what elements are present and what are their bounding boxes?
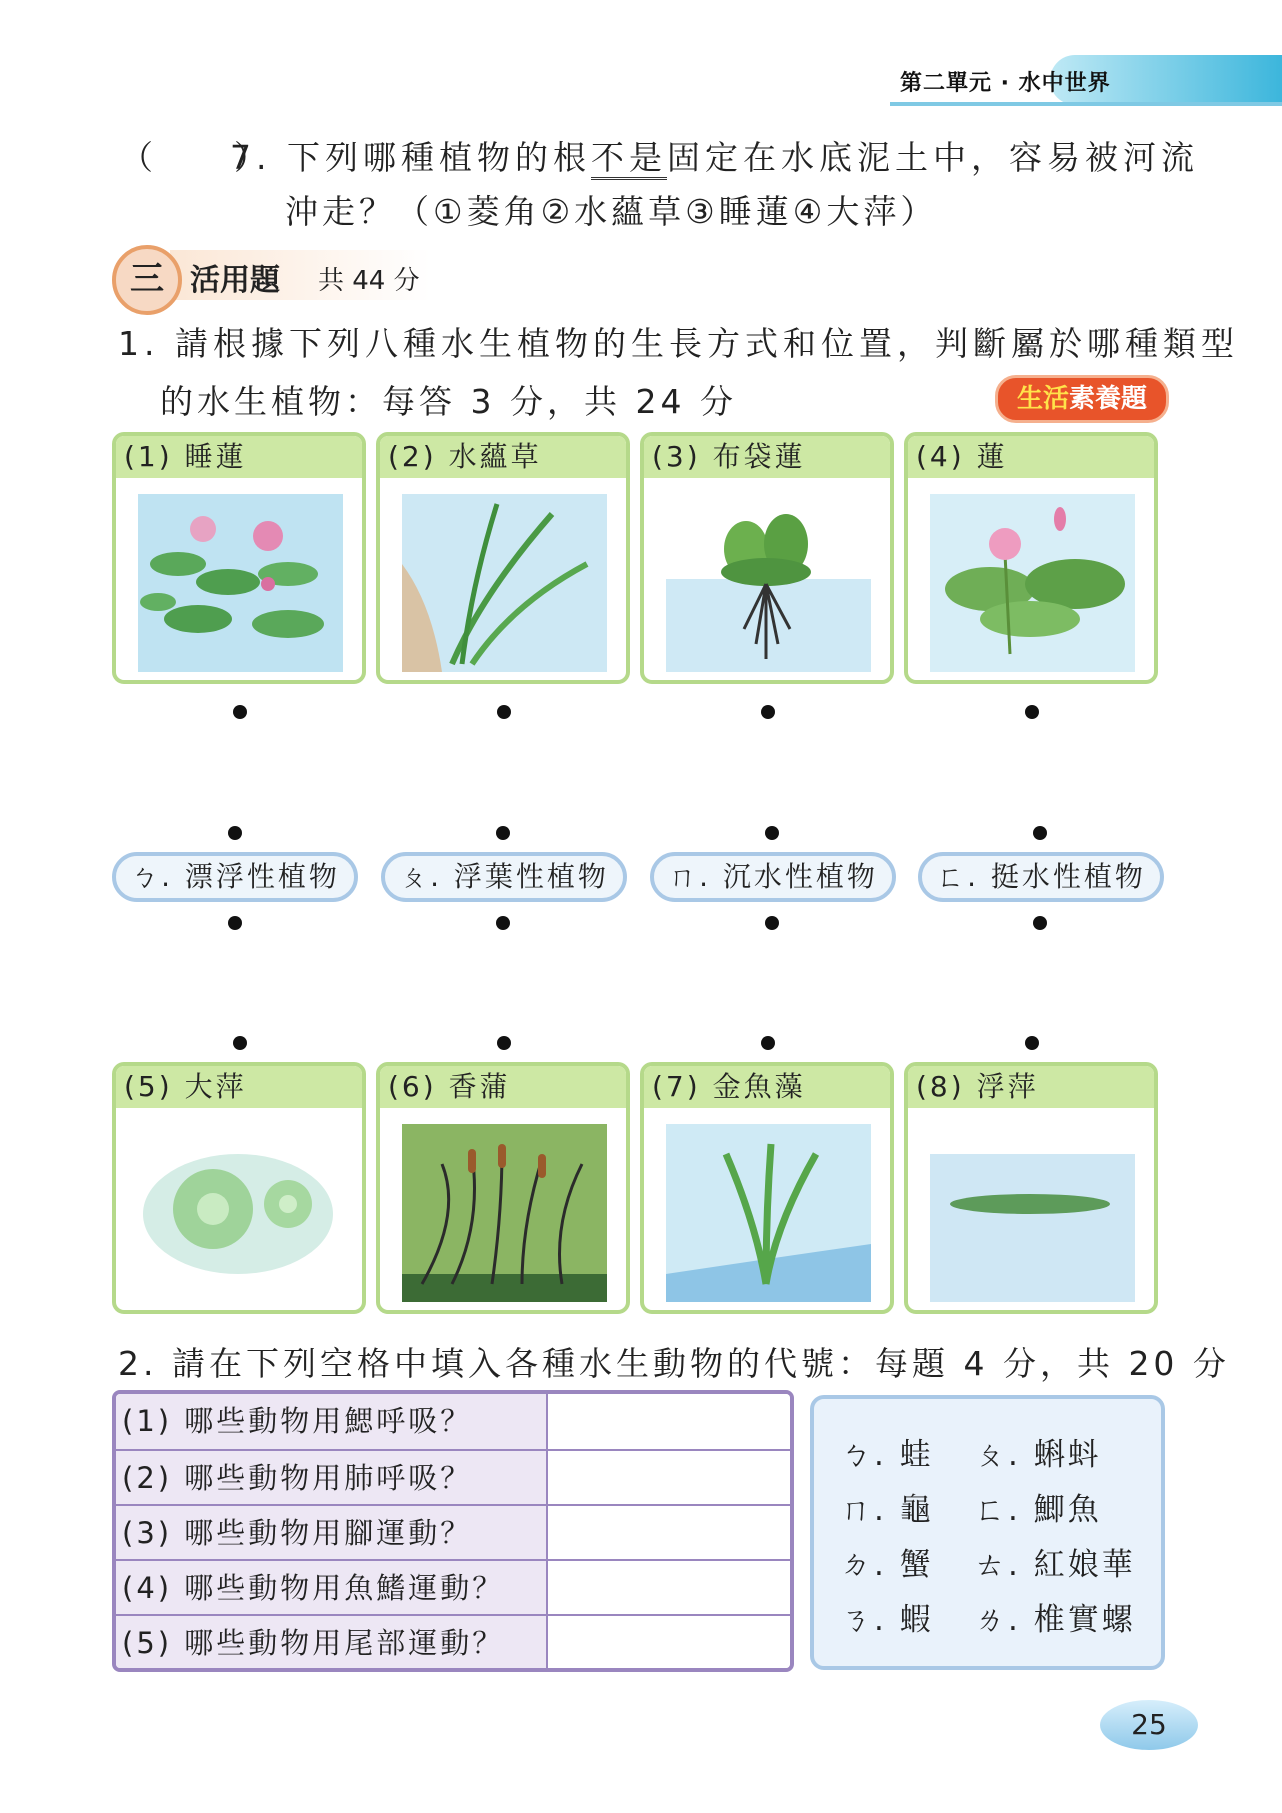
match-dot[interactable]: [497, 705, 511, 719]
water-lettuce-icon: [138, 1124, 343, 1302]
plant-card-4: [904, 432, 1158, 684]
answer-cell[interactable]: [546, 1506, 794, 1561]
question-2: 2. 請在下列空格中填入各種水生動物的代號：每題 4 分，共 20 分: [118, 1344, 1230, 1383]
plant-card-7: [640, 1062, 894, 1314]
match-dot[interactable]: [1033, 826, 1047, 840]
header-divider: [890, 102, 1282, 106]
q7-text-post: 固定在水底泥土中，容易被河流: [666, 138, 1199, 177]
water-lily-icon: [138, 494, 343, 672]
category-floating-leaf: ㄆ. 浮葉性植物: [381, 852, 627, 902]
match-dot[interactable]: [496, 916, 510, 930]
section-score: 共 44 分: [318, 266, 420, 296]
question-7-line2: 沖走？（①菱角②水蘊草③睡蓮④大萍）: [285, 192, 938, 231]
match-dot[interactable]: [765, 826, 779, 840]
animal-option: ㄇ. 龜: [840, 1492, 934, 1528]
category-floating: ㄅ. 漂浮性植物: [112, 852, 358, 902]
lotus-icon: [930, 494, 1135, 672]
plant-card-5: [112, 1062, 366, 1314]
plant-label: (4) 蓮: [908, 436, 1154, 478]
table-row: [116, 1559, 790, 1616]
match-dot[interactable]: [233, 1036, 247, 1050]
animal-option: ㄅ. 蛙: [840, 1437, 934, 1473]
category-submerged: ㄇ. 沉水性植物: [650, 852, 896, 902]
answer-cell[interactable]: [546, 1451, 794, 1506]
animal-option: ㄆ. 蝌蚪: [974, 1437, 1102, 1473]
table-row: [116, 1394, 790, 1449]
question-cell: (4) 哪些動物用魚鰭運動？: [116, 1561, 546, 1616]
question-cell: (2) 哪些動物用肺呼吸？: [116, 1451, 546, 1506]
question-cell: (3) 哪些動物用腳運動？: [116, 1506, 546, 1561]
category-emergent: ㄈ. 挺水性植物: [918, 852, 1164, 902]
match-dot[interactable]: [765, 916, 779, 930]
answer-cell[interactable]: [546, 1561, 794, 1616]
literacy-badge: [995, 375, 1169, 423]
section-title: 活用題: [190, 263, 280, 298]
match-dot[interactable]: [761, 705, 775, 719]
answer-cell[interactable]: [546, 1616, 794, 1671]
match-dot[interactable]: [233, 705, 247, 719]
badge-part-b: 素養題: [1069, 384, 1148, 414]
animal-option: ㄉ. 蟹: [840, 1547, 934, 1583]
plant-label: (3) 布袋蓮: [644, 436, 890, 478]
question-1-line2: 的水生植物：每答 3 分，共 24 分: [160, 382, 737, 421]
q7-text-pre: 7. 下列哪種植物的根: [230, 138, 591, 177]
match-dot[interactable]: [1025, 1036, 1039, 1050]
section-badge: 三: [112, 245, 182, 315]
animal-option: ㄋ. 蝦: [840, 1602, 934, 1638]
plant-label: (1) 睡蓮: [116, 436, 362, 478]
animal-option: ㄊ. 紅娘華: [974, 1547, 1136, 1583]
badge-part-a: 生活: [1016, 384, 1069, 414]
animal-options-box: [810, 1395, 1165, 1670]
question-1-line1: 1. 請根據下列八種水生植物的生長方式和位置，判斷屬於哪種類型: [118, 324, 1239, 363]
plant-card-6: [376, 1062, 630, 1314]
unit-title: 第二單元 · 水中世界: [900, 71, 1111, 96]
plant-label: (5) 大萍: [116, 1066, 362, 1108]
plant-label: (8) 浮萍: [908, 1066, 1154, 1108]
duckweed-icon: [930, 1124, 1135, 1302]
waterweed-icon: [402, 494, 607, 672]
table-row: [116, 1504, 790, 1561]
plant-label: (2) 水蘊草: [380, 436, 626, 478]
plant-card-3: [640, 432, 894, 684]
match-dot[interactable]: [496, 826, 510, 840]
plant-card-1: [112, 432, 366, 684]
question-table: [112, 1390, 794, 1672]
page-number: 25: [1100, 1700, 1198, 1750]
match-dot[interactable]: [228, 826, 242, 840]
match-dot[interactable]: [1033, 916, 1047, 930]
plant-card-2: [376, 432, 630, 684]
water-hyacinth-icon: [666, 494, 871, 672]
answer-paren[interactable]: （ ）: [120, 138, 272, 177]
animal-option: ㄌ. 椎實螺: [974, 1602, 1136, 1638]
q7-emphasis: 不是: [591, 138, 667, 180]
match-dot[interactable]: [761, 1036, 775, 1050]
plant-card-8: [904, 1062, 1158, 1314]
match-dot[interactable]: [497, 1036, 511, 1050]
answer-cell[interactable]: [546, 1394, 794, 1449]
question-7: [120, 130, 1199, 186]
hornwort-icon: [666, 1124, 871, 1302]
match-dot[interactable]: [1025, 705, 1039, 719]
table-row: [116, 1614, 790, 1671]
match-dot[interactable]: [228, 916, 242, 930]
table-row: [116, 1449, 790, 1506]
question-cell: (5) 哪些動物用尾部運動？: [116, 1616, 546, 1671]
plant-label: (7) 金魚藻: [644, 1066, 890, 1108]
question-cell: (1) 哪些動物用鰓呼吸？: [116, 1394, 546, 1449]
animal-option: ㄈ. 鯽魚: [974, 1492, 1102, 1528]
plant-label: (6) 香蒲: [380, 1066, 626, 1108]
cattail-icon: [402, 1124, 607, 1302]
